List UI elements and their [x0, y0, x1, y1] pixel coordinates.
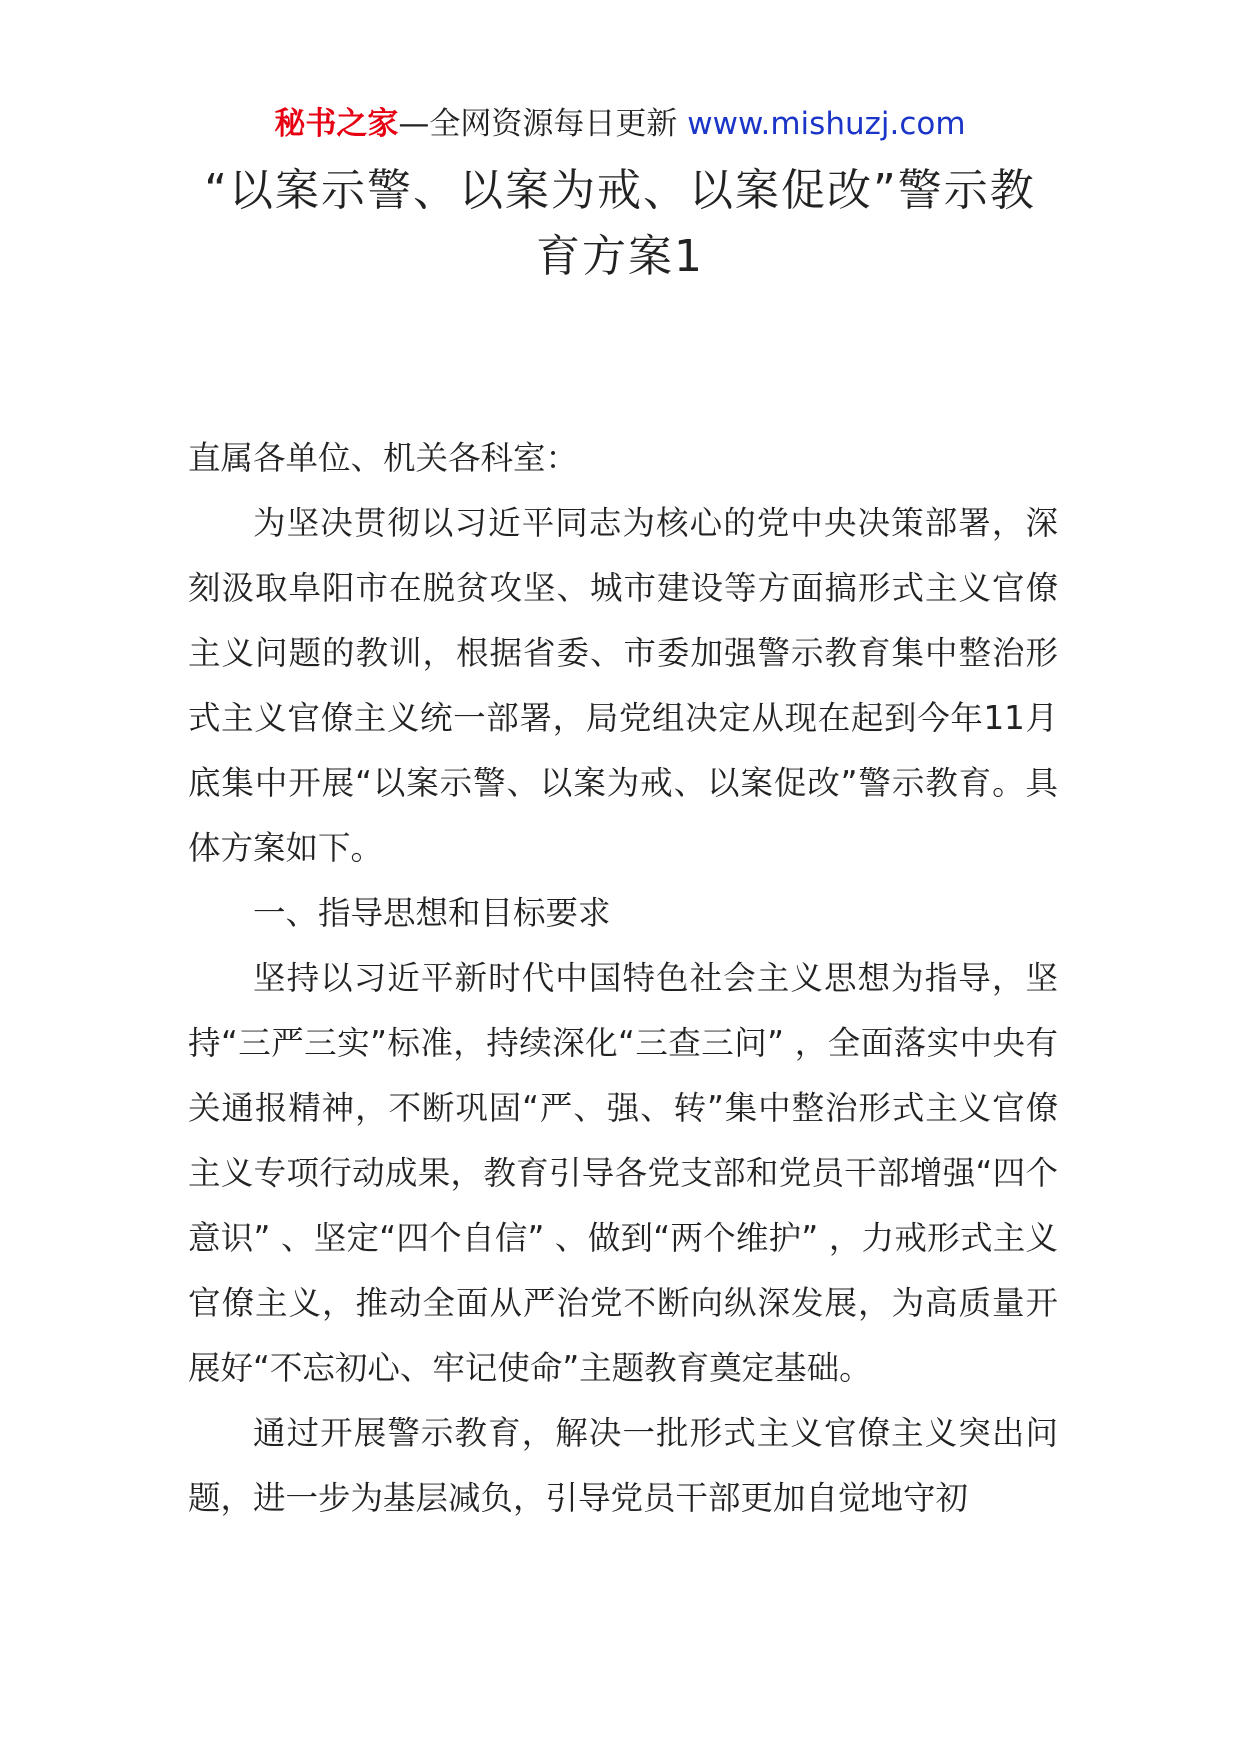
section-heading: 一、指导思想和目标要求: [253, 894, 611, 932]
site-name: 秘书之家: [274, 106, 399, 142]
paragraph-intro: 为坚决贯彻以习近平同志为核心的党中央决策部署，深刻汲取阜阳市在脱贫攻坚、城市建设等方面搞形式主义官僚主义问题的教训，根据省委、市委加强警示教育集中整治形式主义官僚主义统一部署，局党组决定从现在起到今年11月底集中开展“以案示警、以案为戒、以案促改”警示教育。具体方案如下。: [188, 504, 1058, 867]
site-slogan: —全网资源每日更新: [398, 106, 688, 142]
paragraph-guiding-ideology: 坚持以习近平新时代中国特色社会主义思想为指导，坚持“三严三实”标准，持续深化“三查三问” ，全面落实中央有关通报精神，不断巩固“严、强、转”集中整治形式主义官僚主义专项行动成果，教育引导各党支部和党员干部增强“四个意识” 、坚定“四个自信” 、做到“两个维护” ，力戒形式主义官僚主义，推动全面从严治党不断向纵深发展，为高质量开展好“不忘初心、牢记使命”主题教育奠定基础。: [188, 959, 1058, 1387]
document-title: “以案示警、以案为戒、以案促改”警示教育方案1: [204, 165, 1036, 282]
site-url-link[interactable]: www.mishuzj.com: [687, 106, 966, 142]
site-header: [0, 104, 1240, 144]
salutation: 直属各单位、机关各科室：: [188, 439, 579, 477]
paragraph-goals: 通过开展警示教育，解决一批形式主义官僚主义突出问题，进一步为基层减负，引导党员干部更加自觉地守初: [188, 1414, 1058, 1517]
document-body: [188, 426, 1058, 1531]
